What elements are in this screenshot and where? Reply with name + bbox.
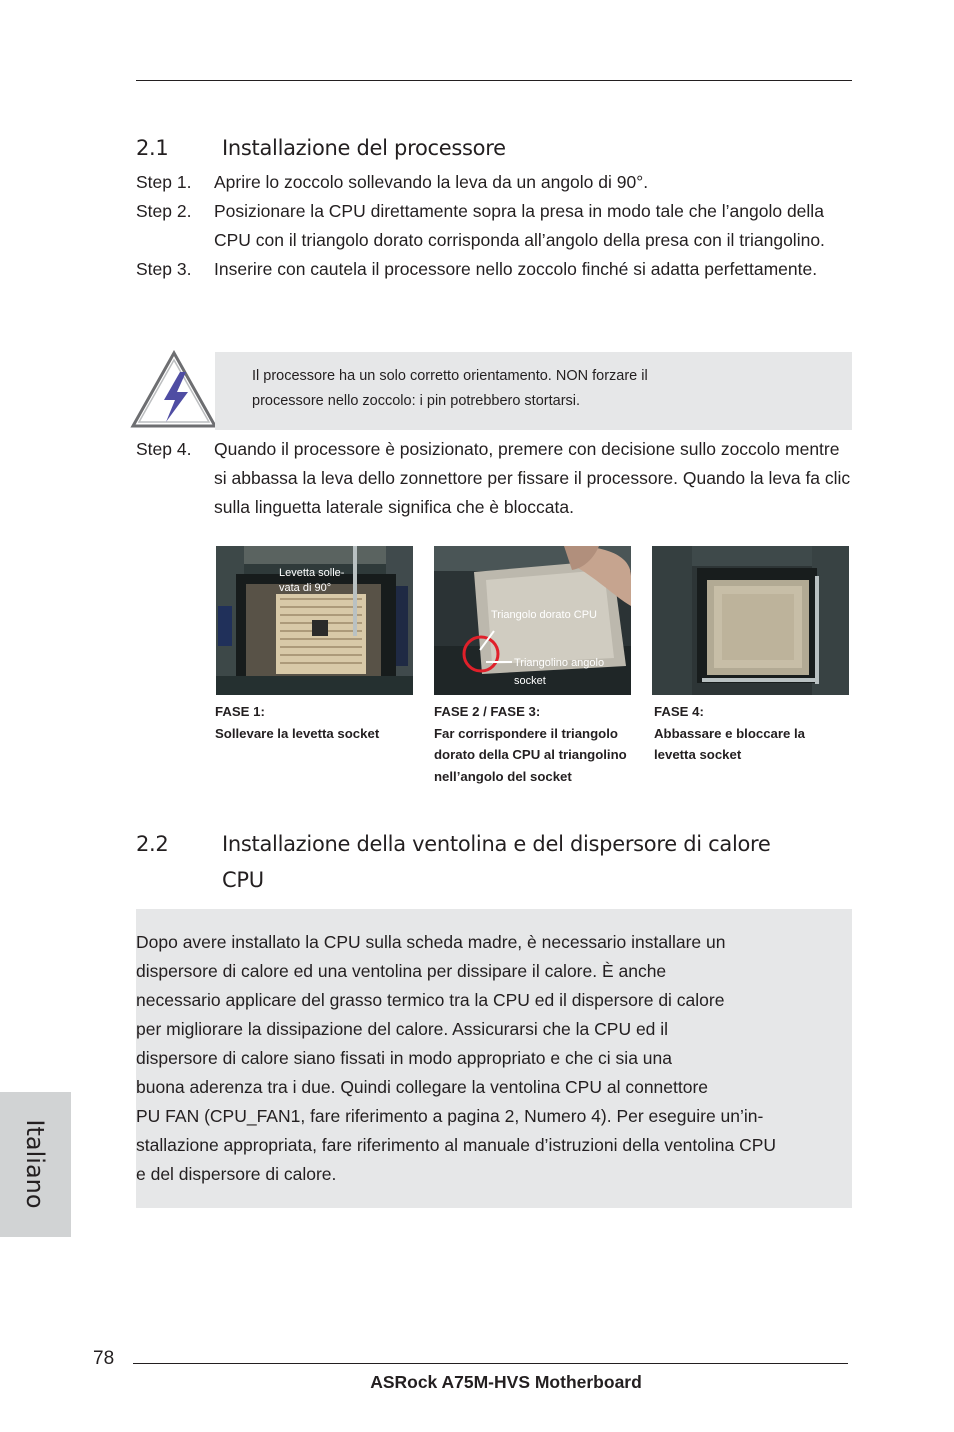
- section-heading-2-1: [136, 136, 852, 166]
- step-label: Step 1.: [136, 172, 192, 192]
- section-title: Installazione della ventolina e del dispersore di calore: [222, 832, 771, 856]
- info-paragraph: [136, 928, 848, 1189]
- warning-line: processore nello zoccolo: i pin potrebbero stortarsi.: [252, 393, 581, 409]
- paragraph-line: PU FAN (CPU_FAN1, fare riferimento a pagina 2, Numero 4). Per eseguire un’in-: [136, 1106, 764, 1126]
- step-text: Posizionare la CPU direttamente sopra la presa in modo tale che l’angolo della CPU con il triangolo dorato corrisponda all’angolo della presa con il triangolino.: [214, 201, 825, 250]
- caption-line: levetta socket: [654, 747, 742, 762]
- paragraph-line: necessario applicare del grasso termico tra la CPU ed il dispersore di calore: [136, 990, 725, 1010]
- step-label: Step 4.: [136, 439, 192, 459]
- warning-line: Il processore ha un solo corretto orientamento. NON forzare il: [252, 368, 648, 384]
- photo-socket-locked: [652, 546, 849, 695]
- photo-label-line: socket: [514, 675, 546, 687]
- step-label: Step 3.: [136, 259, 192, 279]
- step-item: [136, 168, 852, 197]
- caption-heading: FASE 1:: [215, 704, 265, 719]
- photo-label: [514, 654, 604, 690]
- paragraph-line: dispersore di calore siano fissati in modo appropriato e che ci sia una: [136, 1048, 672, 1068]
- photo-label: [279, 566, 344, 596]
- paragraph-line: Dopo avere installato la CPU sulla scheda madre, è necessario installare un: [136, 932, 726, 952]
- step-text: Inserire con cautela il processore nello zoccolo finché si adatta perfettamente.: [214, 259, 818, 279]
- photo-label-line: Levetta solle-: [279, 567, 345, 579]
- section-title-continued: CPU: [222, 868, 264, 892]
- caption-step-2-3: [434, 701, 649, 787]
- paragraph-line: dispersore di calore ed una ventolina per dissipare il calore. È anche: [136, 961, 667, 981]
- caption-heading: FASE 2 / FASE 3:: [434, 704, 541, 719]
- footer-title: ASRock A75M-HVS Motherboard: [370, 1372, 642, 1392]
- paragraph-line: stallazione appropriata, fare riferimento al manuale d’istruzioni della ventolina CPU: [136, 1135, 777, 1155]
- steps-list: [136, 168, 852, 284]
- step-label: Step 2.: [136, 201, 192, 221]
- paragraph-line: buona aderenza tra i due. Quindi collegare la ventolina CPU al connettore: [136, 1077, 709, 1097]
- step-item: [136, 255, 852, 284]
- caption-step-4: [654, 701, 854, 766]
- warning-icon: [130, 350, 218, 430]
- step-item: [136, 435, 852, 522]
- paragraph-line: per migliorare la dissipazione del calore. Assicurarsi che la CPU ed il: [136, 1019, 669, 1039]
- caption-line: nell’angolo del socket: [434, 768, 572, 784]
- caption-line: Sollevare la levetta socket: [215, 725, 380, 741]
- page-number: 78: [93, 1348, 115, 1369]
- step-4: [136, 435, 852, 522]
- photo-label-line: vata di 90°: [279, 582, 332, 594]
- caption-line: Abbassare e bloccare la: [654, 725, 806, 741]
- section-number: 2.2: [136, 832, 169, 856]
- top-rule: [136, 80, 852, 81]
- bottom-rule: [133, 1363, 848, 1364]
- step-item: [136, 197, 852, 255]
- caption-heading: FASE 4:: [654, 704, 704, 719]
- section-number: 2.1: [136, 136, 169, 160]
- step-text: Quando il processore è posizionato, premere con decisione sullo zoccolo mentre si abbassa la leva dello zonnettore per fissare il processore. Quando la leva fa clic sulla linguetta laterale significa che è bloccata.: [214, 439, 851, 517]
- photo-cpu-align: [434, 546, 631, 695]
- section-title: Installazione del processore: [222, 136, 506, 160]
- paragraph-line: e del dispersore di calore.: [136, 1164, 337, 1184]
- caption-step-1: [215, 701, 425, 744]
- caption-line: Far corrispondere il triangolo: [434, 725, 618, 741]
- language-tab-label: Italiano: [21, 1119, 49, 1209]
- warning-text: [252, 364, 842, 414]
- caption-line: dorato della CPU al triangolino: [434, 747, 627, 762]
- step-text: Aprire lo zoccolo sollevando la leva da un angolo di 90°.: [214, 172, 649, 192]
- photo-socket-open: [216, 546, 413, 695]
- photo-label-line: Triangolino angolo: [514, 657, 605, 669]
- photo-label: Triangolo dorato CPU: [491, 609, 597, 621]
- section-heading-2-2: [136, 832, 852, 902]
